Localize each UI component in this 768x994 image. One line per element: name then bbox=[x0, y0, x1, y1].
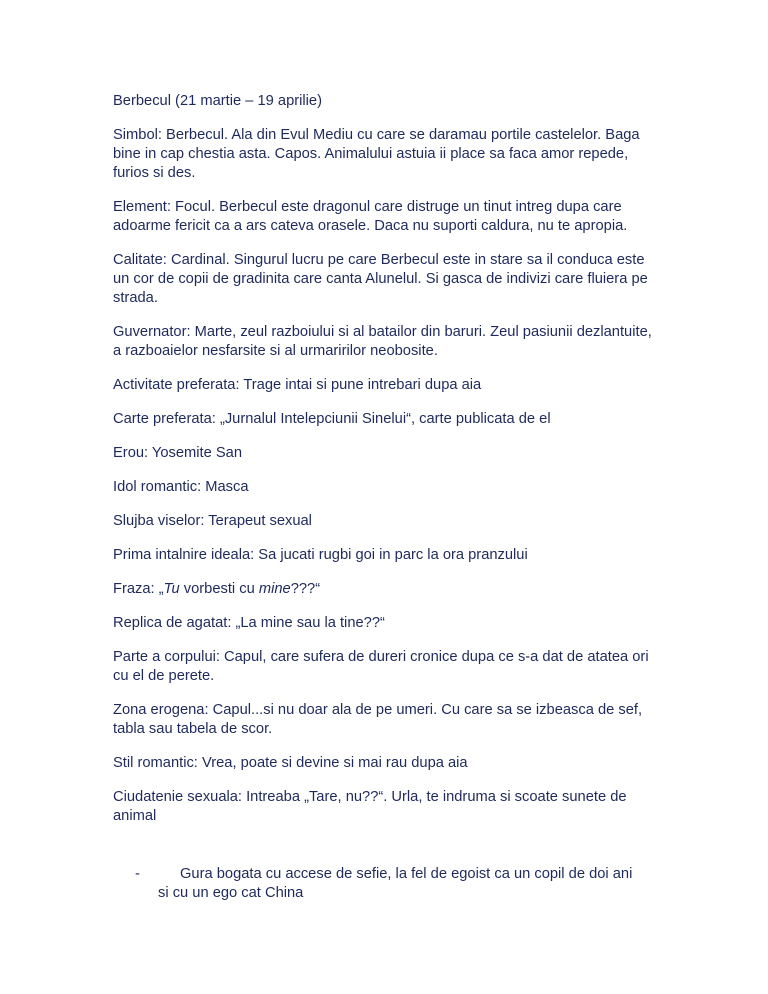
paragraph-parte-corp: Parte a corpului: Capul, care sufera de dureri cronice dupa ce s-a dat de atatea ori cu el de perete. bbox=[113, 649, 649, 684]
bullet-line-2: si cu un ego cat China bbox=[158, 885, 304, 901]
fraza-suffix: ???“ bbox=[290, 581, 321, 597]
paragraph-idol: Idol romantic: Masca bbox=[113, 479, 249, 495]
bullet-dash: - bbox=[135, 866, 140, 882]
paragraph-slujba: Slujba viselor: Terapeut sexual bbox=[113, 513, 312, 529]
fraza-prefix: Fraza: „ bbox=[113, 581, 164, 597]
fraza-italic-tu: Tu bbox=[163, 581, 180, 597]
fraza-middle: vorbesti cu bbox=[179, 581, 259, 597]
paragraph-zona-erogena: Zona erogena: Capul...si nu doar ala de pe umeri. Cu care sa se izbeasca de sef, tabla sau tabela de scor. bbox=[113, 702, 643, 737]
document-page bbox=[113, 92, 658, 903]
paragraph-element: Element: Focul. Berbecul este dragonul care distruge un tinut intreg dupa care adoarme fericit ca a ars cateva orasele. Daca nu suporti caldura, nu te apropia. bbox=[113, 199, 628, 234]
paragraph-replica: Replica de agatat: „La mine sau la tine??“ bbox=[113, 615, 385, 631]
paragraph-carte: Carte preferata: „Jurnalul Intelepciunii Sinelui“, carte publicata de el bbox=[113, 411, 551, 427]
bullet-line-1: Gura bogata cu accese de sefie, la fel de egoist ca un copil de doi ani bbox=[180, 866, 633, 882]
paragraph-simbol: Simbol: Berbecul. Ala din Evul Mediu cu care se daramau portile castelelor. Baga bine in cap chestia asta. Capos. Animalului astuia ii place sa faca amor repede, furios si des. bbox=[113, 127, 640, 181]
paragraph-stil-romantic: Stil romantic: Vrea, poate si devine si mai rau dupa aia bbox=[113, 755, 468, 771]
paragraph-ciudatenie: Ciudatenie sexuala: Intreaba „Tare, nu??“. Urla, te indruma si scoate sunete de animal bbox=[113, 789, 627, 824]
paragraph-activitate: Activitate preferata: Trage intai si pune intrebari dupa aia bbox=[113, 377, 482, 393]
paragraph-fraza bbox=[113, 580, 658, 599]
paragraph-erou: Erou: Yosemite San bbox=[113, 445, 243, 461]
bullet-item bbox=[113, 865, 658, 903]
paragraph-prima-intalnire: Prima intalnire ideala: Sa jucati rugbi goi in parc la ora pranzului bbox=[113, 547, 528, 563]
paragraph-calitate: Calitate: Cardinal. Singurul lucru pe care Berbecul este in stare sa il conduca este un cor de copii de gradinita care canta Alunelul. Si gasca de indivizi care fluiera pe strada. bbox=[113, 252, 648, 306]
fraza-italic-mine: mine bbox=[258, 581, 291, 597]
paragraph-guvernator: Guvernator: Marte, zeul razboiului si al batailor din baruri. Zeul pasiunii dezlantuite, a razboaielor nesfarsite si al urmaririlor neobosite. bbox=[113, 324, 652, 359]
document-title: Berbecul (21 martie – 19 aprilie) bbox=[113, 93, 322, 109]
